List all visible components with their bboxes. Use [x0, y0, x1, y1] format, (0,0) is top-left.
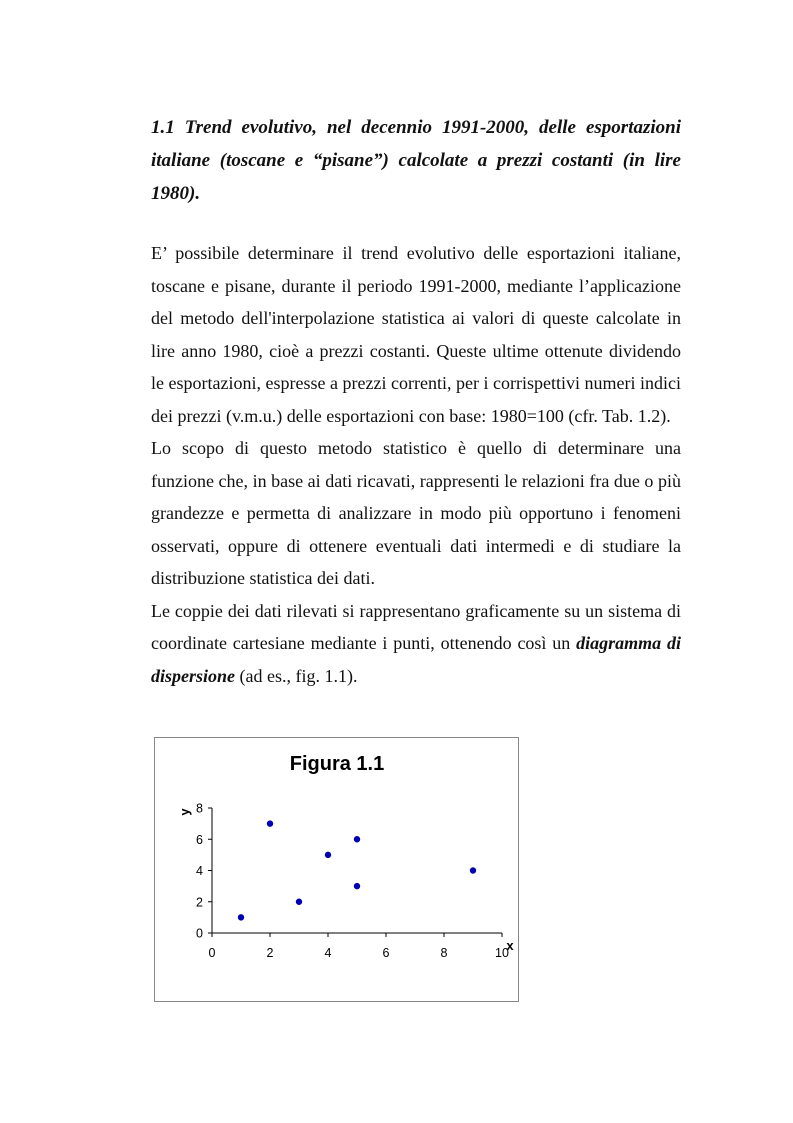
paragraph-3-text-a: Le coppie dei dati rilevati si rappresentano graficamente su un sistema di coordinate cartesiane mediante i punti, ottenendo così un [151, 600, 681, 653]
y-tick-label: 8 [196, 801, 203, 816]
x-tick-label: 6 [382, 946, 390, 960]
figure-1-1-chart [154, 737, 519, 1002]
scatter-plot-svg [155, 738, 520, 1003]
paragraph-1: E’ possibile determinare il trend evolutivo delle esportazioni italiane, toscane e pisane, durante il periodo 1991-2000, mediante l’applicazione del metodo dell'interpolazione statistica ai valori di queste calcolate in lire anno 1980, cioè a prezzi costanti. Queste ultime ottenute dividendo le esportazioni, espresse a prezzi correnti, per i corrispettivi numeri indici dei prezzi (v.m.u.) delle esportazioni con base: 1980=100 (cfr. Tab. 1.2). [151, 243, 681, 426]
x-tick-label: 2 [266, 946, 274, 960]
x-axis-label: x [506, 938, 514, 953]
y-tick-label: 6 [196, 832, 203, 847]
chart-points [238, 820, 476, 920]
data-point [267, 820, 273, 826]
paragraph-2: Lo scopo di questo metodo statistico è quello di determinare una funzione che, in base ai dati ricavati, rappresenti le relazioni fra due o più grandezze e permetta di analizzare in modo più opportuno i fenomeni osservati, oppure di ottenere eventuali dati intermedi e di studiare la distribuzione statistica dei dati. [151, 438, 681, 588]
section-heading: 1.1 Trend evolutivo, nel decennio 1991-2000, delle esportazioni italiane (toscane e “pisane”) calcolate a prezzi costanti (in lire 1980). [151, 117, 681, 204]
x-tick-label: 4 [324, 946, 332, 960]
y-tick-label: 0 [196, 926, 203, 941]
x-tick-label: 8 [440, 946, 448, 960]
y-axis-label: y [177, 808, 192, 816]
x-tick-label: 10 [495, 946, 509, 960]
scatter-diagram-term: diagramma di dispersione [151, 633, 681, 686]
data-point [296, 899, 302, 905]
data-point [238, 914, 244, 920]
paragraph-3 [151, 595, 681, 693]
data-point [354, 836, 360, 842]
paragraph-3-text-b: (ad es., fig. 1.1). [235, 665, 358, 686]
data-point [354, 883, 360, 889]
body-text [151, 237, 681, 692]
chart-tick-labels [196, 802, 509, 961]
y-tick-label: 4 [196, 864, 203, 878]
data-point [470, 867, 476, 873]
chart-title: Figura 1.1 [289, 753, 385, 775]
y-tick-label: 2 [196, 895, 203, 910]
chart-axes [208, 808, 502, 937]
data-point [325, 852, 331, 858]
x-tick-label: 0 [208, 946, 216, 960]
